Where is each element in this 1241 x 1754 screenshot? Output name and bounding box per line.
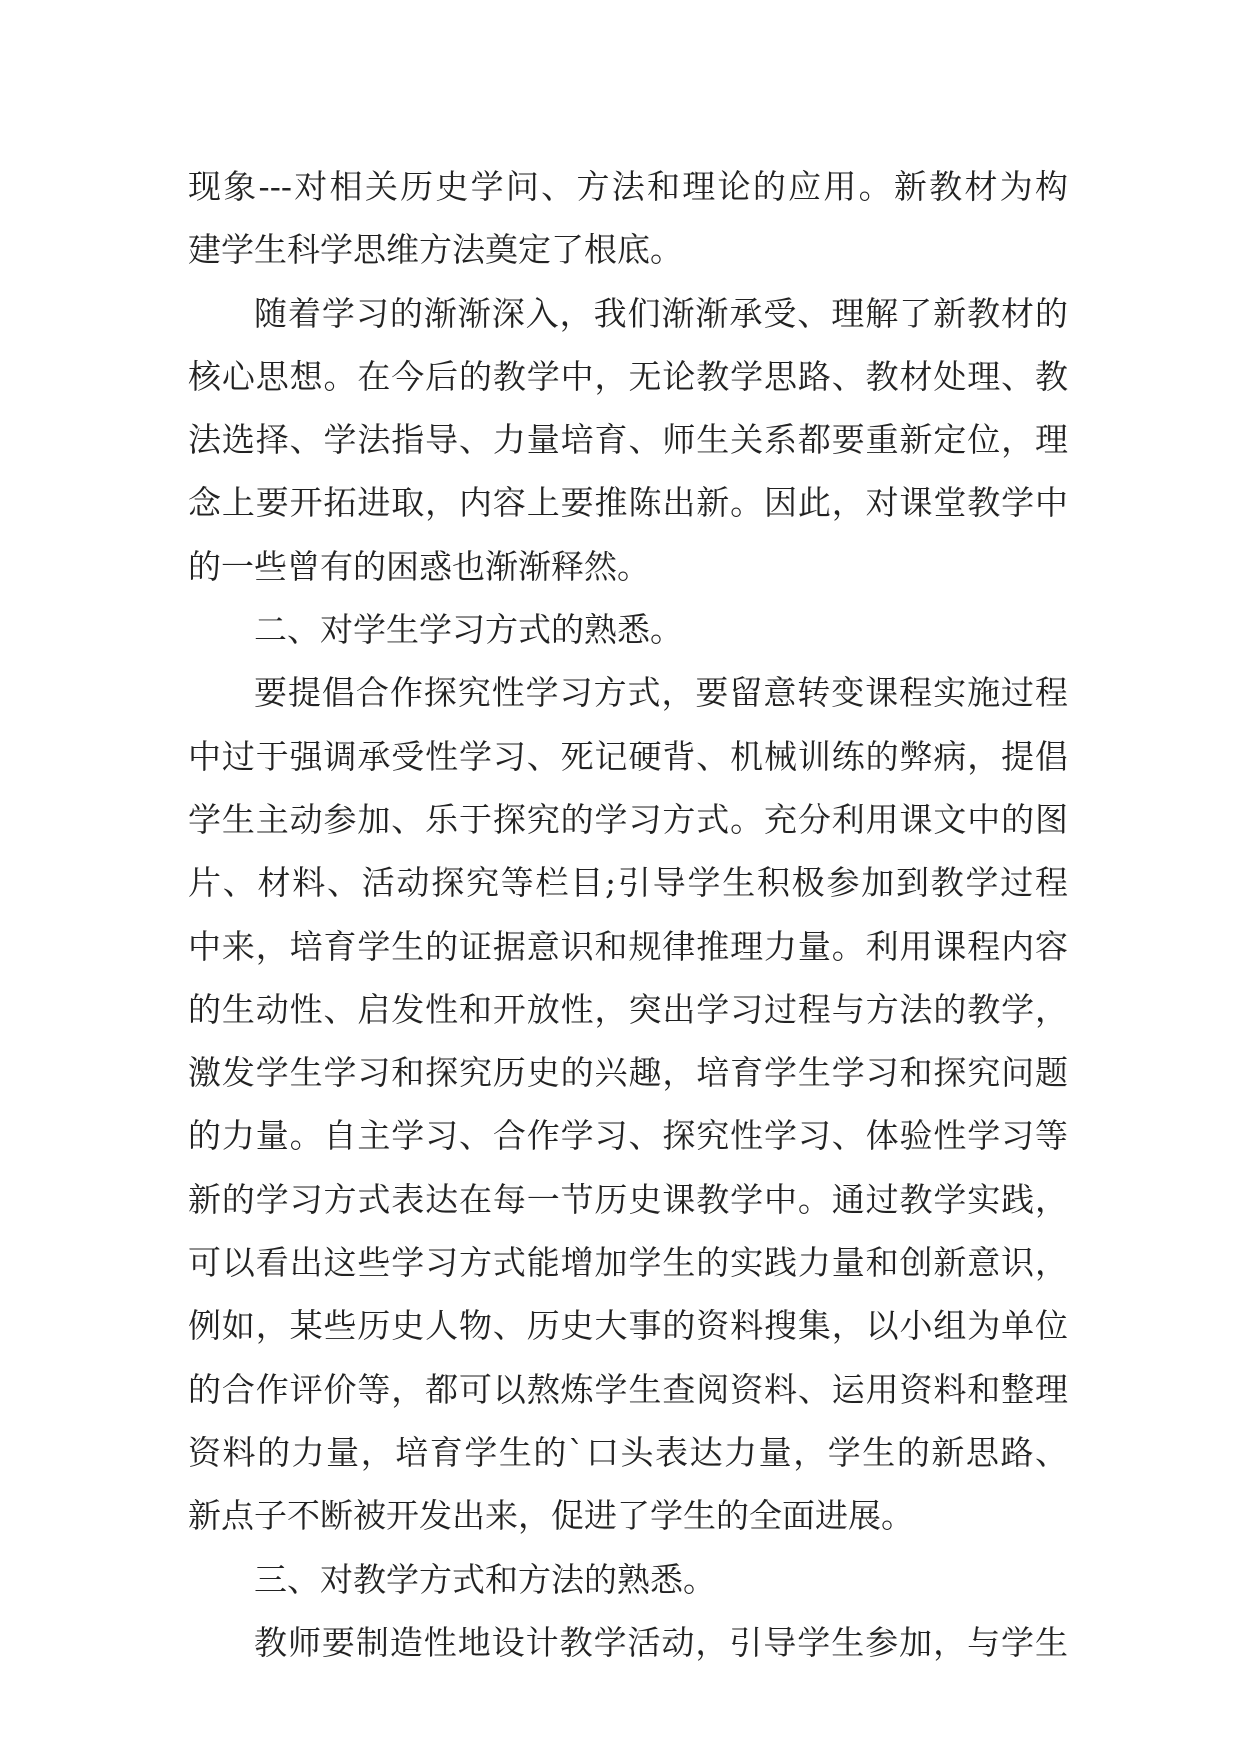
text-line: 新点子不断被开发出来，促进了学生的全面进展。 bbox=[188, 1496, 914, 1536]
text-line: 的生动性、启发性和开放性，突出学习过程与方法的教学， bbox=[188, 989, 1068, 1029]
text-line: 法选择、学法指导、力量培育、师生关系都要重新定位，理 bbox=[188, 420, 1068, 460]
text-line: 资料的力量，培育学生的`口头表达力量，学生的新思路、 bbox=[188, 1432, 1068, 1472]
text-line: 的一些曾有的困惑也渐渐释然。 bbox=[188, 546, 650, 586]
paragraph-start-line: 随着学习的渐渐深入，我们渐渐承受、理解了新教材的 bbox=[254, 293, 1068, 333]
text-line: 的合作评价等，都可以熬炼学生查阅资料、运用资料和整理 bbox=[188, 1369, 1068, 1409]
text-line: 的力量。自主学习、合作学习、探究性学习、体验性学习等 bbox=[188, 1116, 1068, 1156]
section-heading: 二、对学生学习方式的熟悉。 bbox=[254, 610, 683, 650]
text-line: 念上要开拓进取，内容上要推陈出新。因此，对课堂教学中 bbox=[188, 483, 1068, 523]
body-text bbox=[188, 155, 1068, 1674]
text-line: 现象---对相关历史学问、方法和理论的应用。新教材为构 bbox=[188, 167, 1068, 206]
text-line: 可以看出这些学习方式能增加学生的实践力量和创新意识， bbox=[188, 1243, 1068, 1283]
text-line: 例如，某些历史人物、历史大事的资料搜集，以小组为单位 bbox=[188, 1306, 1068, 1346]
text-line: 中来，培育学生的证据意识和规律推理力量。利用课程内容 bbox=[188, 926, 1068, 966]
text-line: 中过于强调承受性学习、死记硬背、机械训练的弊病，提倡 bbox=[188, 736, 1068, 776]
text-line: 新的学习方式表达在每一节历史课教学中。通过教学实践， bbox=[188, 1179, 1068, 1219]
text-line: 学生主动参加、乐于探究的学习方式。充分利用课文中的图 bbox=[188, 799, 1068, 839]
text-line: 建学生科学思维方法奠定了根底。 bbox=[188, 230, 683, 270]
text-line: 激发学生学习和探究历史的兴趣，培育学生学习和探究问题 bbox=[188, 1053, 1068, 1093]
text-line: 核心思想。在今后的教学中，无论教学思路、教材处理、教 bbox=[188, 356, 1068, 396]
paragraph-start-line: 要提倡合作探究性学习方式，要留意转变课程实施过程 bbox=[254, 673, 1068, 713]
paragraph-start-line: 教师要制造性地设计教学活动，引导学生参加，与学生 bbox=[254, 1622, 1068, 1662]
text-line: 片、材料、活动探究等栏目;引导学生积极参加到教学过程 bbox=[188, 863, 1068, 903]
section-heading: 三、对教学方式和方法的熟悉。 bbox=[254, 1559, 716, 1599]
